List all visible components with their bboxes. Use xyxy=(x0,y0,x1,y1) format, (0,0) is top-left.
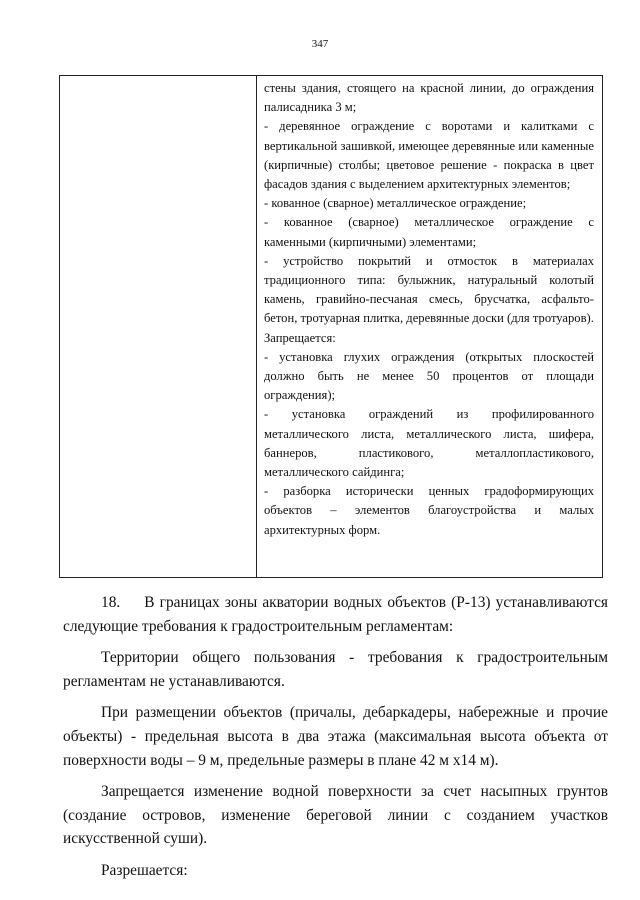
body-paragraph: При размещении объектов (причалы, дебаркадеры, набережные и прочие объекты) - предельная высота в два этажа (максимальная высота объекта от поверхности воды – 9 м, предельные размеры в плане 42 м х14 м). xyxy=(63,704,608,769)
regulations-table xyxy=(59,75,603,578)
cell-paragraph: - установка ограждений из профилированного металлического листа, металлического листа, шифера, баннеров, пластикового, металлопластикового, металлического сайдинга; xyxy=(264,407,594,480)
cell-paragraph: стены здания, стоящего на красной линии, до ограждения палисадника 3 м; xyxy=(264,81,594,115)
body-paragraph: Разрешается: xyxy=(101,861,188,879)
column-divider xyxy=(256,76,257,577)
body-paragraph: Запрещается изменение водной поверхности за счет насыпных грунтов (создание островов, изменение береговой линии с созданием участков искусственной суши). xyxy=(63,783,608,848)
cell-paragraph: Запрещается: xyxy=(264,330,336,345)
item-number: 18. xyxy=(101,594,121,611)
body-paragraph: Территории общего пользования - требования к градостроительным регламентам не устанавливаются. xyxy=(63,649,608,690)
table-cell-right xyxy=(264,79,594,540)
cell-paragraph: - разборка исторически ценных градоформирующих объектов – элементов благоустройства и малых архитектурных форм. xyxy=(264,484,594,537)
numbered-item xyxy=(63,591,608,638)
cell-paragraph: - деревянное ограждение с воротами и калитками с вертикальной зашивкой, имеющее деревянные или каменные (кирпичные) столбы; цветовое решение - покраска в цвет фасадов здания с выделением архитектурных элементов; xyxy=(264,119,594,192)
cell-paragraph: - устройство покрытий и отмосток в материалах традиционного типа: булыжник, натуральный колотый камень, гравийно-песчаная смесь, брусчатка, асфальто-бетон, тротуарная плитка, деревянные доски (для тротуаров). xyxy=(264,253,594,326)
page-number: 347 xyxy=(311,38,329,50)
cell-paragraph: - кованное (сварное) металлическое ограждение с каменными (кирпичными) элементами; xyxy=(264,215,594,249)
body-text xyxy=(63,591,608,891)
item-text: В границах зоны акватории водных объектов (Р-13) устанавливаются следующие требования к градостроительным регламентам: xyxy=(63,594,608,635)
cell-paragraph: - кованное (сварное) металлическое ограждение; xyxy=(264,196,527,211)
cell-paragraph: - установка глухих ограждения (открытых плоскостей должно быть не менее 50 процентов от площади ограждения); xyxy=(264,349,594,403)
